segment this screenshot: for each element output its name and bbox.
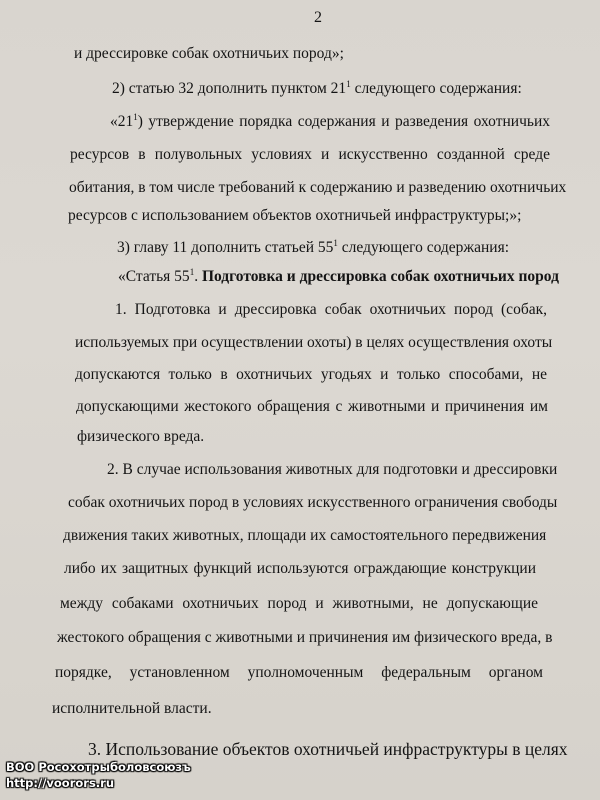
text-line: порядке, установленном уполномоченным федеральным органом xyxy=(55,664,543,681)
text-line: 3) главу 11 дополнить статьей $55^1$ следующего содержания: xyxy=(117,238,510,256)
text-line: допускаются только в охотничьих угодьях и только способами, не xyxy=(75,366,547,383)
text-line: жестокого обращения с животными и причинения им физического вреда, в xyxy=(57,629,553,646)
text-line: 2) статью 32 дополнить пунктом $21^1$ следующего содержания: xyxy=(112,79,522,97)
text-line: используемых при осуществлении охоты) в целях осуществления охоты xyxy=(75,334,553,351)
watermark-title: ВОО Росохотрыболовсоюзъ xyxy=(6,760,191,774)
text-line: обитания, в том числе требований к содержанию и разведению охотничьих xyxy=(69,179,567,196)
text-line: 1. Подготовка и дрессировка собак охотничьих пород (собак, xyxy=(115,301,547,318)
text-line: «$21^1$) утверждение порядка содержания и разведения охотничьих xyxy=(110,112,550,130)
text-line: либо их защитных функций используются ограждающие конструкции xyxy=(64,560,536,577)
text-line: между собаками охотничьих пород и животными, не допускающие xyxy=(60,595,538,612)
text-line: ресурсов с использованием объектов охотничьей инфраструктуры;»; xyxy=(68,207,522,224)
text-line: физического вреда. xyxy=(77,428,205,445)
text-line: собак охотничьих пород в условиях искусственного ограничения свободы xyxy=(68,494,558,511)
text-line: 2. В случае использования животных для подготовки и дрессировки xyxy=(107,461,558,478)
text-line: ресурсов в полувольных условиях и искусственно созданной среде xyxy=(70,146,550,163)
text-line: движения таких животных, площади их самостоятельного передвижения xyxy=(63,527,547,544)
page-number: 2 xyxy=(314,9,322,26)
section-heading: 3. Использование объектов охотничьей инфраструктуры в целях xyxy=(88,739,568,759)
article-heading: «Статья $55^1$. Подготовка и дрессировка собак охотничьих пород xyxy=(118,267,559,285)
text-line: и дрессировке собак охотничьих пород»; xyxy=(74,45,344,62)
text-line: исполнительной власти. xyxy=(52,700,212,717)
watermark-url: http://voorors.ru xyxy=(6,776,115,790)
text-line: допускающими жестокого обращения с животными и причинения им xyxy=(76,398,548,415)
